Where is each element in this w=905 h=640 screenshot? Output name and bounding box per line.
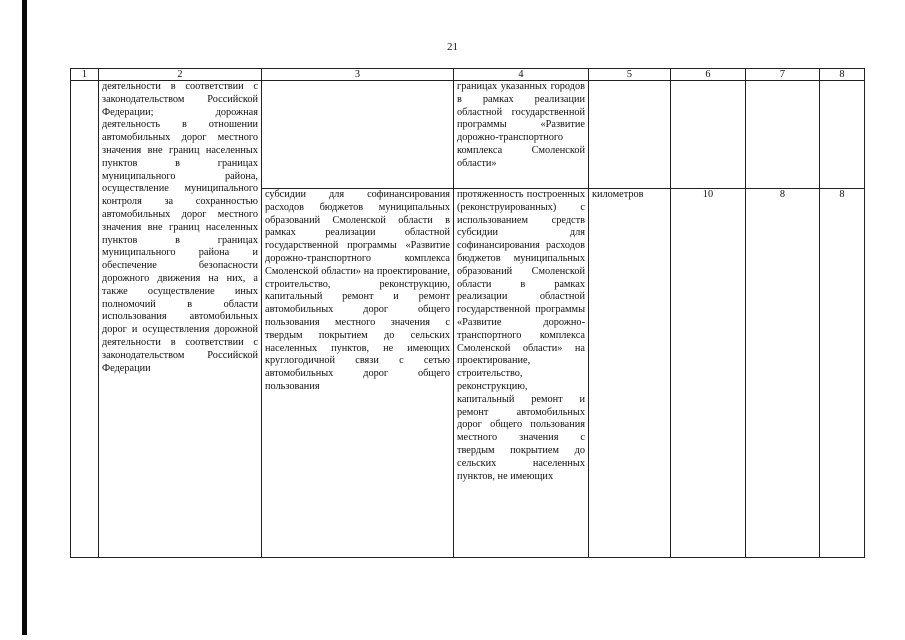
authority-description-cell: деятельности в соответствии с законодательством Российской Федерации; дорожная деятельность в отношении автомобильных дорог местного значения вне границ населенных пунктов в границах муниципального района, осуществление муниципального контроля за сохранностью автомобильных дорог местного значения вне границ населенных пунктов в границах муниципального района и обеспечение безопасности дорожного движения на них, а также осуществление иных полномочий в области использования автомобильных дорог и осуществления дорожной деятельности в соответствии с законодательством Российской Федерации: [99, 81, 262, 558]
column-number: 5: [589, 69, 671, 81]
unit-cell: километров: [589, 189, 671, 558]
table-cell: [820, 81, 865, 189]
table-row: [71, 81, 865, 189]
indicators-table: [70, 68, 865, 558]
subsidy-description-cell: субсидии для софинансирования расходов бюджетов муниципальных образований Смоленской области в рамках реализации областной государственной программы «Развитие дорожно-транспортного комплекса Смоленской области» на проектирование, строительство, реконструкцию, капитальный ремонт и ремонт автомобильных дорог общего пользования местного значения с твердым покрытием до сельских населенных пунктов, не имеющих круглогодичной связи с сетью автомобильных дорог общего пользования: [262, 189, 454, 558]
value-cell: 8: [820, 189, 865, 558]
column-number: 7: [746, 69, 820, 81]
table-cell: [671, 81, 746, 189]
column-number: 4: [454, 69, 589, 81]
table-cell: [589, 81, 671, 189]
column-number: 2: [99, 69, 262, 81]
value-cell: 10: [671, 189, 746, 558]
table-cell: [746, 81, 820, 189]
column-number: 8: [820, 69, 865, 81]
column-number: 3: [262, 69, 454, 81]
indicator-cell: границах указанных городов в рамках реализации областной государственной программы «Развитие дорожно-транспортного комплекса Смоленской области»: [454, 81, 589, 189]
value-cell: 8: [746, 189, 820, 558]
table-cell: [71, 81, 99, 558]
column-number: 6: [671, 69, 746, 81]
column-number: 1: [71, 69, 99, 81]
indicator-cell: протяженность построенных (реконструированных) с использованием средств субсидии для софинансирования расходов бюджетов муниципальных образований Смоленской области в рамках реализации областной государственной программы «Развитие дорожно-транспортного комплекса Смоленской области» на проектирование, строительство, реконструкцию, капитальный ремонт и ремонт автомобильных дорог общего пользования местного значения с твердым покрытием до сельских населенных пунктов, не имеющих: [454, 189, 589, 558]
column-number-row: [71, 69, 865, 81]
page-number: 21: [447, 41, 458, 53]
binding-edge: [22, 0, 27, 635]
table-cell: [262, 81, 454, 189]
